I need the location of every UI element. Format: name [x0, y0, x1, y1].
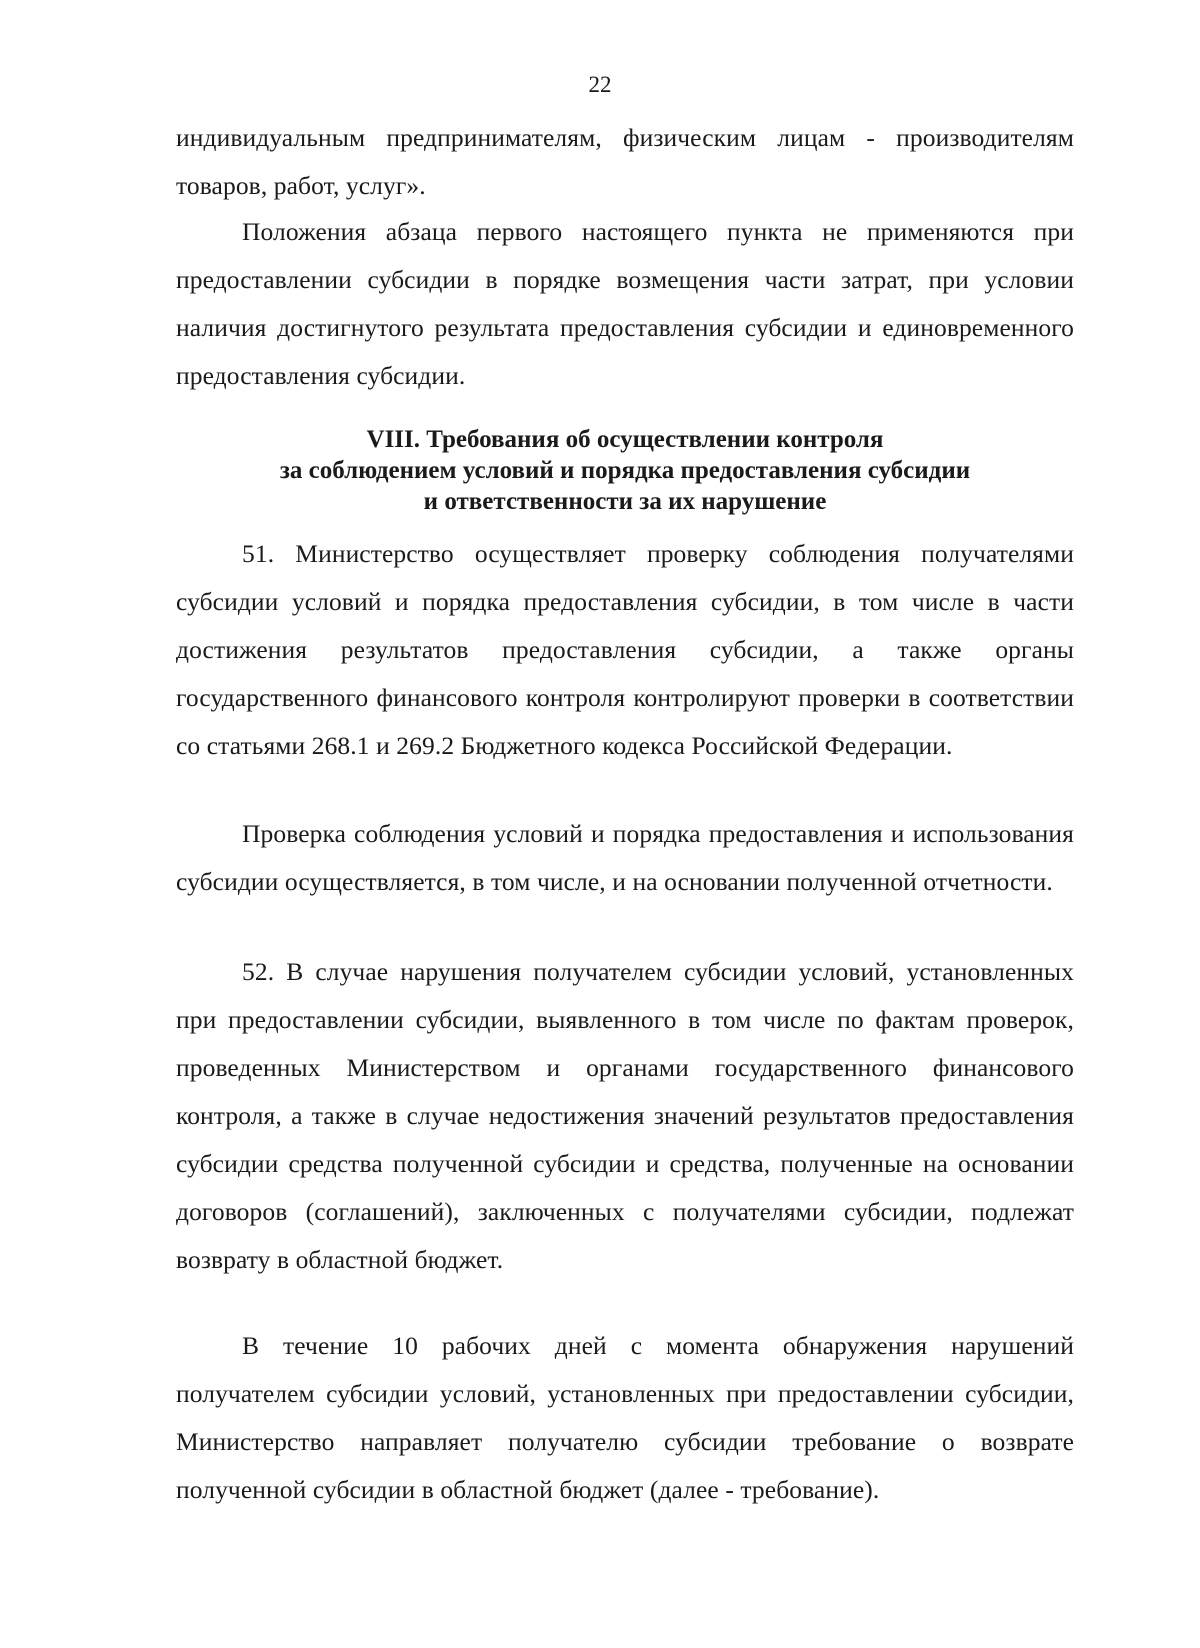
- paragraph-51: 51. Министерство осуществляет проверку соблюдения получателями субсидии условий и порядка предоставления субсидии, в том числе в части достижения результатов предоставления субсидии, а также органы государственного финансового контроля контролируют проверки в соответствии со статьями 268.1 и 269.2 Бюджетного кодекса Российской Федерации.: [176, 539, 1074, 760]
- section-text-block-1: [176, 530, 1074, 770]
- paragraph-51-verification: Проверка соблюдения условий и порядка предоставления и использования субсидии осуществляется, в том числе, и на основании полученной отчетности.: [176, 819, 1074, 896]
- paragraph-continuation: индивидуальным предпринимателям, физическим лицам - производителям товаров, работ, услуг».: [176, 123, 1074, 200]
- top-text-block-2: [176, 208, 1074, 400]
- section-heading-line-3: и ответственности за их нарушение: [423, 488, 827, 515]
- paragraph-52-deadline: В течение 10 рабочих дней с момента обнаружения нарушений получателем субсидии условий, установленных при предоставлении субсидии, Министерство направляет получателю субсидии требование о возврате полученной субсидии в областной бюджет (далее - требование).: [176, 1331, 1074, 1504]
- section-heading: [176, 424, 1074, 517]
- section-text-block-4: [176, 1322, 1074, 1514]
- section-text-block-2: [176, 810, 1074, 906]
- top-text-block: [176, 114, 1074, 210]
- section-text-block-3: [176, 948, 1074, 1284]
- paragraph-provisions: Положения абзаца первого настоящего пункта не применяются при предоставлении субсидии в порядке возмещения части затрат, при условии наличия достигнутого результата предоставления субсидии и единовременного предоставления субсидии.: [176, 217, 1074, 390]
- section-heading-line-1: VIII. Требования об осуществлении контроля: [366, 426, 884, 453]
- paragraph-52: 52. В случае нарушения получателем субсидии условий, установленных при предоставлении субсидии, выявленного в том числе по фактам проверок, проведенных Министерством и органами государственного финансового контроля, а также в случае недостижения значений результатов предоставления субсидии средства полученной субсидии и средства, полученные на основании договоров (соглашений), заключенных с получателями субсидии, подлежат возврату в областной бюджет.: [176, 957, 1074, 1274]
- section-heading-line-2: за соблюдением условий и порядка предоставления субсидии: [279, 457, 971, 484]
- page-number: 22: [588, 72, 612, 97]
